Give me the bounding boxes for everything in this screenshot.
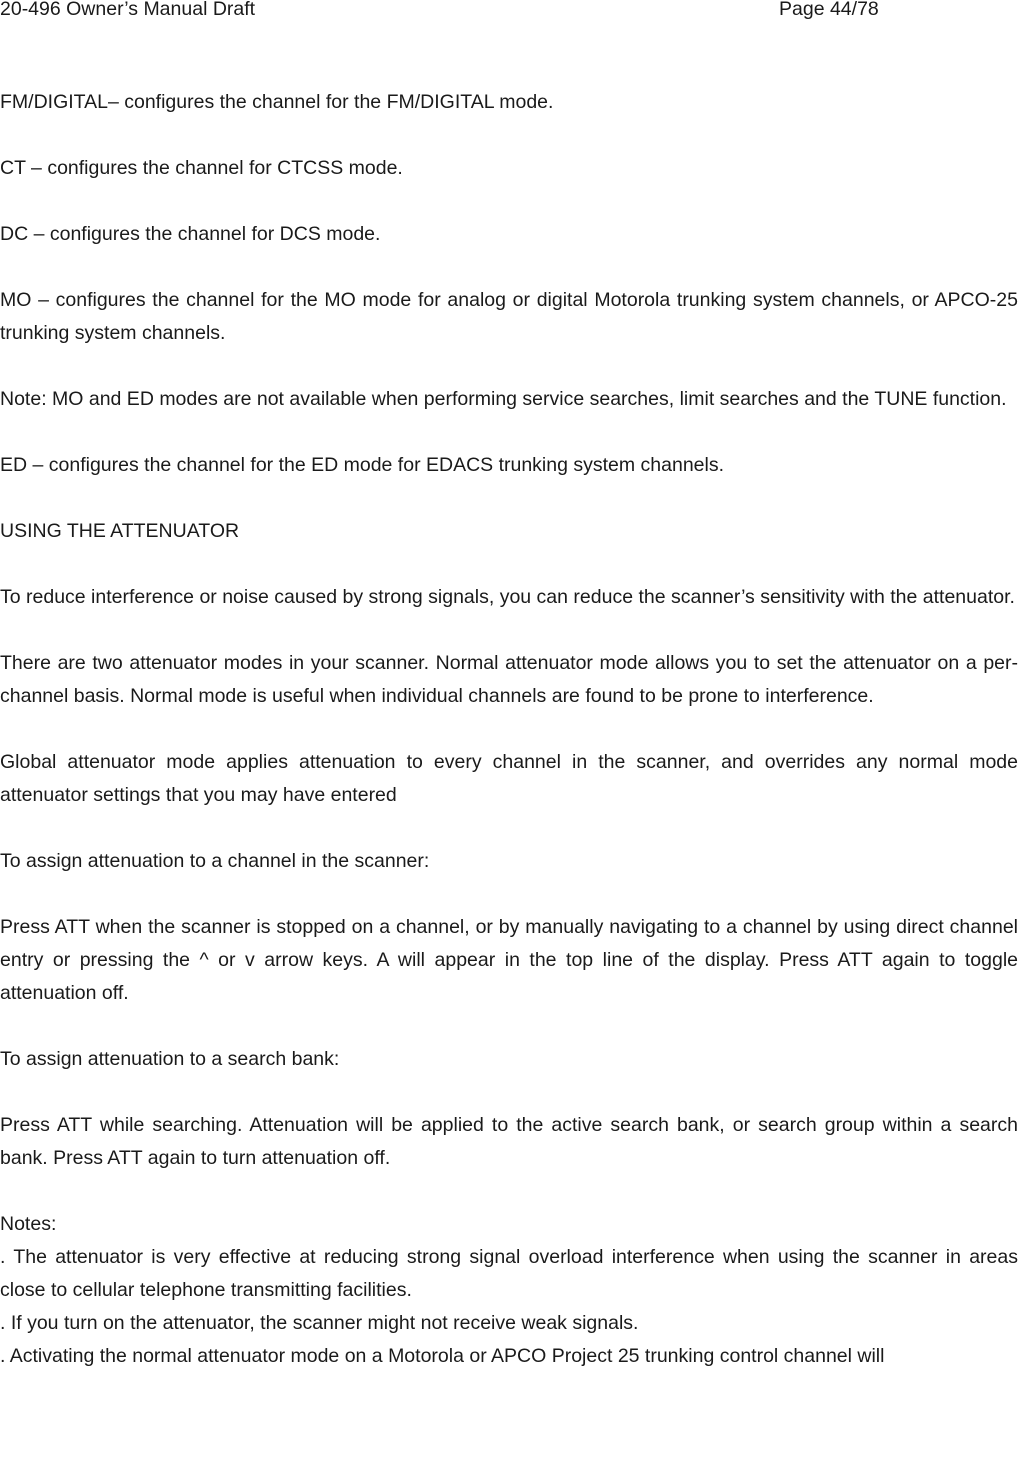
paragraph-assign-search-title: To assign attenuation to a search bank: (0, 1048, 340, 1070)
paragraph-ct: CT – configures the channel for CTCSS mode. (0, 157, 403, 179)
paragraph-dc: DC – configures the channel for DCS mode. (0, 223, 381, 245)
note-item: . The attenuator is very effective at reducing strong signal overload interference when using the scanner in areas close to cellular telephone transmitting facilities. (0, 1246, 1018, 1301)
paragraph-ed: ED – configures the channel for the ED mode for EDACS trunking system channels. (0, 454, 725, 476)
paragraph-assign-channel-title: To assign attenuation to a channel in the scanner: (0, 850, 430, 872)
notes-title: Notes: (0, 1213, 57, 1235)
document-title: 20-496 Owner’s Manual Draft (0, 0, 256, 20)
paragraph-assign-channel-steps: Press ATT when the scanner is stopped on a channel, or by manually navigating to a channel by using direct channel entry or pressing the ^ or v arrow keys. A will appear in the top line of the display. Press ATT again to toggle attenuation off. (0, 916, 1018, 1004)
notes-section (0, 1208, 1018, 1373)
note-item: . Activating the normal attenuator mode on a Motorola or APCO Project 25 trunking control channel will (0, 1345, 885, 1367)
paragraph-attenuator-modes: There are two attenuator modes in your scanner. Normal attenuator mode allows you to set the attenuator on a per-channel basis. Normal mode is useful when individual channels are found to be prone to interference. (0, 652, 1018, 707)
paragraph-assign-search-steps: Press ATT while searching. Attenuation will be applied to the active search bank, or search group within a search bank. Press ATT again to turn attenuation off. (0, 1114, 1018, 1169)
page-body (0, 86, 1018, 1373)
page-number: Page 44/78 (779, 0, 879, 20)
paragraph-fm-digital: FM/DIGITAL– configures the channel for the FM/DIGITAL mode. (0, 91, 554, 113)
paragraph-global-mode: Global attenuator mode applies attenuation to every channel in the scanner, and overrides any normal mode attenuator settings that you may have entered (0, 751, 1018, 806)
paragraph-attenuator-intro: To reduce interference or noise caused by strong signals, you can reduce the scanner’s sensitivity with the attenuator. (0, 586, 1015, 608)
note-item: . If you turn on the attenuator, the scanner might not receive weak signals. (0, 1312, 639, 1334)
paragraph-mo: MO – configures the channel for the MO mode for analog or digital Motorola trunking system channels, or APCO-25 trunking system channels. (0, 289, 1018, 344)
page-header (0, 0, 1018, 33)
section-heading-attenuator: USING THE ATTENUATOR (0, 520, 240, 542)
paragraph-note-modes: Note: MO and ED modes are not available when performing service searches, limit searches and the TUNE function. (0, 388, 1007, 410)
